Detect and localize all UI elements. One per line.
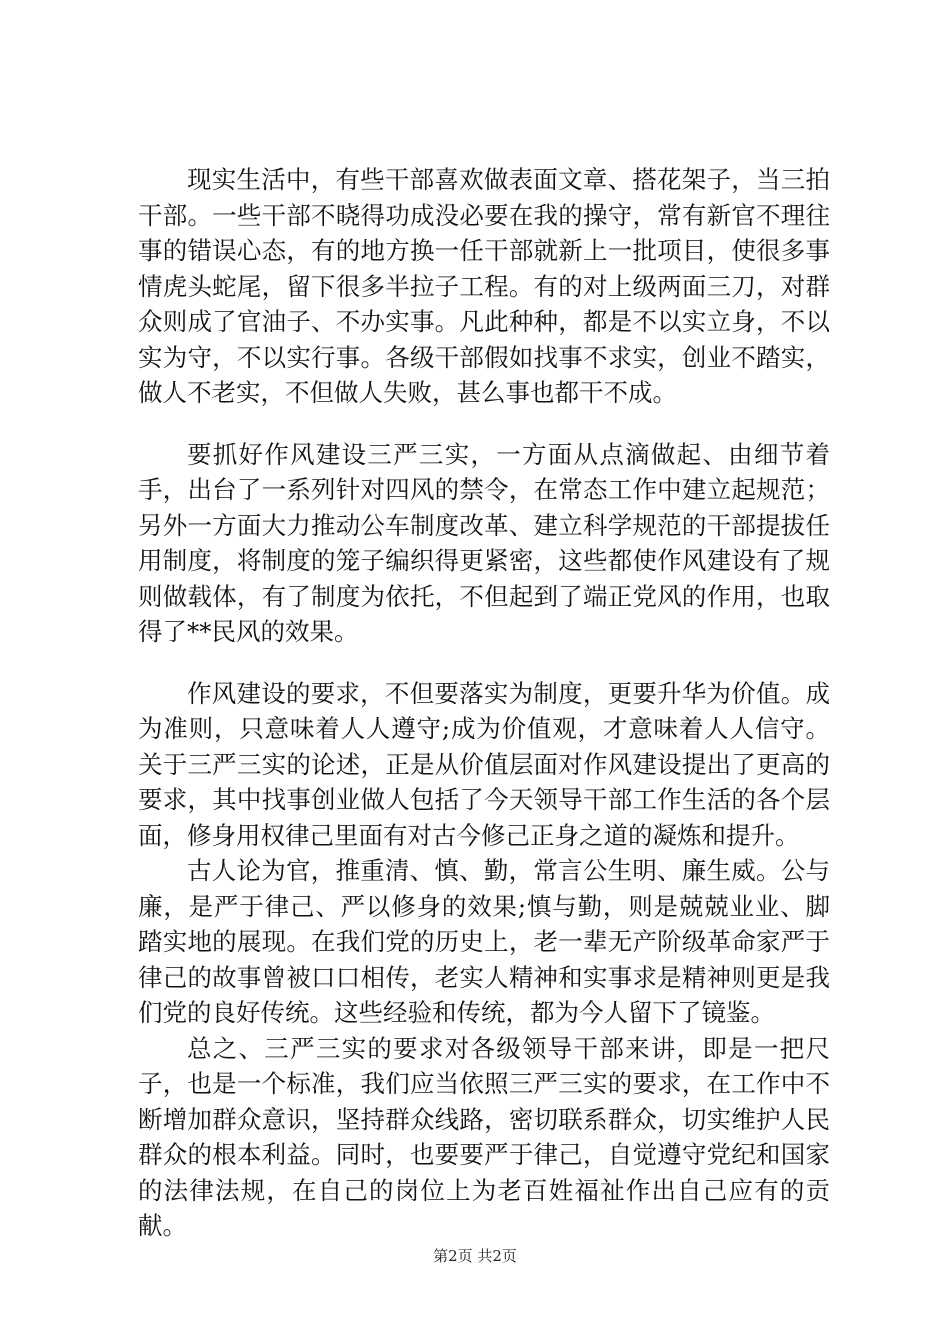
- paragraph-2: 要抓好作风建设三严三实，一方面从点滴做起、由细节着手，出台了一系列针对四风的禁令，在常态工作中建立起规范；另外一方面大力推动公车制度改革、建立科学规范的干部提拔任用制度，将制度的笼子编织得更紧密，这些都使作风建设有了规则做载体，有了制度为依托，不但起到了端正党风的作用，也取得了**民风的效果。: [138, 439, 830, 646]
- paragraph-3: 作风建设的要求，不但要落实为制度，更要升华为价值。成为准则，只意味着人人遵守;成为价值观，才意味着人人信守。关于三严三实的论述，正是从价值层面对作风建设提出了更高的要求，其中找事创业做人包括了今天领导干部工作生活的各个层面，修身用权律己里面有对古今修己正身之道的凝炼和提升。: [138, 678, 830, 850]
- paragraph-1: 现实生活中，有些干部喜欢做表面文章、搭花架子，当三拍干部。一些干部不晓得功成没必要在我的操守，常有新官不理往事的错误心态，有的地方换一任干部就新上一批项目，使很多事情虎头蛇尾，留下很多半拉子工程。有的对上级两面三刀，对群众则成了官油子、不办实事。凡此种种，都是不以实立身，不以实为守，不以实行事。各级干部假如找事不求实，创业不踏实，做人不老实，不但做人失败，甚么事也都干不成。: [138, 165, 830, 407]
- document-body: [138, 162, 830, 1244]
- paragraph-4: 古人论为官，推重清、慎、勤，常言公生明、廉生威。公与廉，是严于律己、严以修身的效果;慎与勤，则是兢兢业业、脚踏实地的展现。在我们党的历史上，老一辈无产阶级革命家严于律己的故事曾被口口相传，老实人精神和实事求是精神则更是我们党的良好传统。这些经验和传统，都为今人留下了镜鉴。: [138, 856, 830, 1027]
- paragraph-5: 总之、三严三实的要求对各级领导干部来讲，即是一把尺子，也是一个标准，我们应当依照三严三实的要求，在工作中不断增加群众意识，坚持群众线路，密切联系群众，切实维护人民群众的根本利益。同时，也要要严于律己，自觉遵守党纪和国家的法律法规，在自己的岗位上为老百姓福祉作出自己应有的贡献。: [138, 1033, 830, 1240]
- page-footer: 第2页 共2页: [433, 1247, 517, 1265]
